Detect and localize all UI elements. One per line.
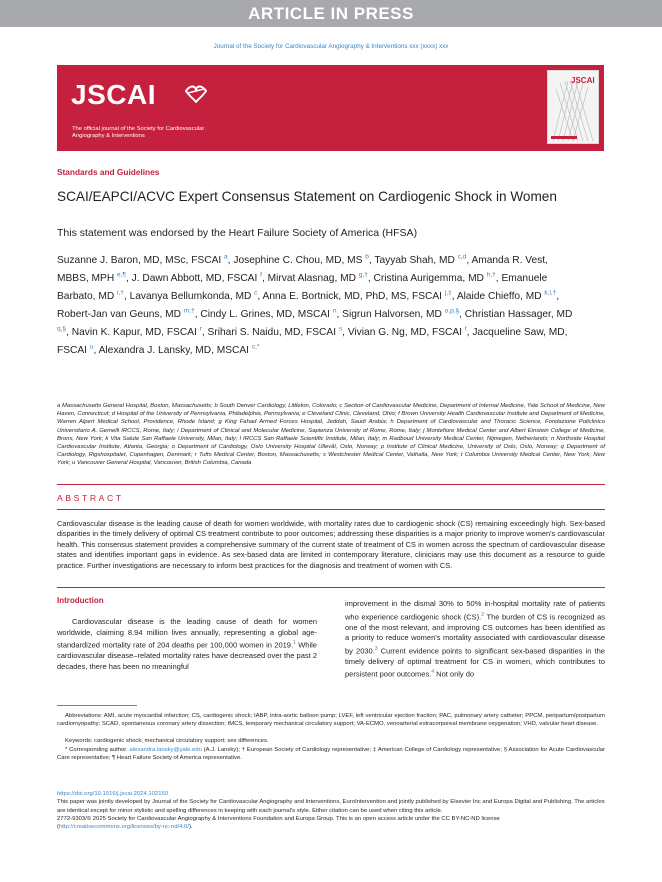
reference-link[interactable]: 3: [374, 645, 378, 652]
author-affiliation-marker[interactable]: r: [199, 325, 202, 333]
email-link[interactable]: alexandra.lansky@yale.edu: [129, 747, 202, 753]
author-list: [57, 251, 577, 358]
author-name: Navin K. Kapur, MD, FSCAI: [71, 326, 197, 338]
author-affiliation-marker[interactable]: i,†: [117, 289, 124, 297]
author-affiliation-marker[interactable]: a: [224, 254, 228, 261]
author-name: Cristina Aurigemma, MD: [373, 273, 484, 285]
cover-footer-bar: [551, 136, 577, 139]
author-affiliation-marker[interactable]: c: [254, 289, 258, 297]
author-affiliation-marker[interactable]: c,*: [251, 343, 260, 351]
corresponding-author-footnote: [57, 746, 605, 763]
author-entry: Sigrun Halvorsen, MD $^{o,p,\S}$,: [342, 307, 465, 321]
author-name: Alexandra J. Lansky, MD, MSCAI: [98, 344, 250, 356]
article-in-press-banner: ARTICLE IN PRESS: [0, 0, 662, 27]
body-column-right: [345, 599, 605, 680]
author-entry: Josephine C. Chou, MD, MS $^b$,: [233, 254, 375, 267]
author-entry: Cindy L. Grines, MD, MSCAI $^n$,: [200, 307, 343, 321]
abbreviations-footnote: Abbreviations: AMI, acute myocardial infarction; CS, cardiogenic shock; IABP, intra-aortic balloon pump; LVEF, left ventricular ejection fraction; PAC, pulmonary artery catheter; PPCM, peripartum/postpartum cardiomyopathy; SCAD, spontaneous coronary artery dissection; tMCS, temporary mechanical circulatory support; VA-ECMO, venoarterial extracorporeal membrane oxygenation; VHD, valvular heart disease.: [57, 713, 605, 728]
author-name: Jacqueline Saw, MD, FSCAI: [57, 326, 568, 356]
journal-cover-thumbnail: [547, 70, 599, 144]
author-entry: Srihari S. Naidu, MD, FSCAI $^s$,: [207, 325, 348, 338]
publication-info: [57, 790, 605, 831]
journal-header: [57, 65, 604, 151]
author-entry: Amanda R. Vest, MBBS, MPH $^{e,\P}$,: [57, 255, 548, 285]
author-affiliation-marker[interactable]: n: [332, 307, 337, 315]
journal-tagline: The official journal of the Society for Cardiovascular Angiography & Interventions: [72, 126, 205, 139]
author-entry: Emanuele Barbato, MD $^{i,\dagger}$,: [57, 273, 548, 303]
author-name: Lavanya Bellumkonda, MD: [129, 291, 252, 303]
body-text: Cardiovascular disease is the leading cause of death for women worldwide, claiming 8.94 million lives annually, representing a global age-standardized mortality rate of 204 deaths per 100,000 women in 2019.: [57, 617, 317, 650]
author-name: Robert-Jan van Geuns, MD: [57, 309, 182, 321]
author-name: Srihari S. Naidu, MD, FSCAI: [207, 326, 337, 338]
journal-citation-line[interactable]: Journal of the Society for Cardiovascular Angiography & Interventions xxx (xxxx) xxx: [213, 43, 449, 50]
heart-swoosh-icon: [184, 83, 208, 103]
abstract-heading: ABSTRACT: [57, 493, 124, 503]
author-entry: Alaide Chieffo, MD $^{k,l,\dagger}$,: [456, 289, 560, 303]
body-column-left: [57, 617, 317, 672]
author-name: Mirvat Alasnag, MD: [267, 273, 356, 285]
author-affiliation-marker[interactable]: b: [365, 254, 369, 261]
author-affiliation-marker[interactable]: o,p,§: [444, 307, 460, 315]
author-affiliation-marker[interactable]: q,§: [57, 325, 67, 333]
author-name: Suzanne J. Baron, MD, MSc, FSCAI: [57, 255, 222, 267]
author-entry: [99, 345, 260, 356]
publication-note: This paper was jointly developed by Journal of the Society for Cardiovascular Angiography and Interventions, EuroIntervention and jointly published by Elsevier Inc and Europa Digital and Publishing. The articles are identical except for minor stylistic and spelling differences in keeping with each journal's style. Either citation can be used when citing this article.: [57, 799, 605, 814]
license-line: [57, 815, 605, 832]
author-name: J. Dawn Abbott, MD, FSCAI: [131, 273, 258, 285]
journal-logo: JSCAI: [71, 79, 156, 110]
author-affiliation-marker[interactable]: c,d: [457, 254, 467, 261]
introduction-heading: Introduction: [57, 596, 104, 605]
body-text: While cardiovascular disease–related mortality rates have decreased over the past 2 decades, there has been no meaningful: [57, 640, 317, 671]
affiliations: a Massachusetts General Hospital, Boston, Massachusetts; b South Denver Cardiology, Littleton, Colorado; c Section of Cardiovascular Medicine, Department of Internal Medicine, Yale School of Medicine, New Haven, Connecticut; d Hospital of the University of Pennsylvania, Philadelphia, Pennsylvania; e Cleveland Clinic, Cleveland, Ohio; f Brown University Health Cardiovascular Institute and Department of Medicine, Warren Alpert Medical School, Providence, Rhode Island; g King Fahad Armed Forces Hospital, Jeddah, Saudi Arabia; h Department of Cardiovascular and Thoracic Science, Fondazione Policlinico Universitario A. Gemelli IRCCS, Rome, Italy; i Department of Clinical and Molecular Medicine, Sapienza University of Rome, Rome, Italy; j Montefiore Medical Center and Albert Einstein College of Medicine, Bronx, New York; k Vita Salute San Raffaele University, Milan, Italy; l IRCCS San Raffaele Scientific Institute, Milan, Italy; m Radboud University Medical Center, Nijmegen, Netherlands; n Northside Hospital Cardiovascular Institute, Atlanta, Georgia; o Department of Cardiology, Oslo University Hospital Ullevål, Oslo, Norway; p Institute of Clinical Medicine, University of Oslo, Oslo, Norway; q Department of Cardiology, Rigshospitalet, Copenhagen, Denmark; r Tufts Medical Center, Boston, Massachusetts; s Westchester Medical Center, Valhalla, New York; t Columbia University Medical Center, New York, New York; u Vancouver General Hospital, Vancouver, British Columbia, Canada: [57, 403, 605, 467]
cover-logo: JSCAI: [571, 76, 595, 85]
reference-link[interactable]: 2: [481, 611, 485, 618]
article-subtitle: This statement was endorsed by the Heart Failure Society of America (HFSA): [57, 227, 418, 239]
author-name: Christian Hassager, MD: [464, 309, 573, 321]
author-name: Josephine C. Chou, MD, MS: [233, 255, 363, 267]
corresponding-label: * Corresponding author.: [65, 747, 128, 753]
author-name: Sigrun Halvorsen, MD: [342, 309, 442, 321]
author-affiliation-marker[interactable]: m,†: [183, 307, 195, 315]
license-text: 2772-9303/© 2025 Society for Cardiovascular Angiography & Interventions Foundation and Europa Group. This is an open access article under the CC BY-NC-ND license (: [57, 815, 500, 831]
abstract-top-divider: [57, 484, 605, 485]
body-text: improvement in the dismal 30% to 50% in-hospital mortality rate of patients who experience cardiogenic shock (CS).: [345, 599, 605, 621]
author-name: Anna E. Bortnick, MD, PhD, MS, FSCAI: [262, 291, 442, 303]
author-entry: Navin K. Kapur, MD, FSCAI $^r$,: [71, 325, 208, 338]
author-name: Amanda R. Vest, MBBS, MPH: [57, 255, 548, 285]
body-text: The burden of CS is recognized as one of the most relevant, and improving CS outcomes has been identified as a priority to reduce women's mortality associated with cardiovascular disease by 2030.: [345, 612, 605, 655]
doi-link[interactable]: https://doi.org/10.1016/j.jscai.2024.102150: [57, 791, 169, 797]
author-affiliation-marker[interactable]: k,l,†: [544, 289, 557, 297]
author-affiliation-marker[interactable]: g,†: [358, 271, 368, 279]
abstract-heading-divider: [57, 509, 605, 510]
author-entry: Christian Hassager, MD $^{q,\S}$,: [57, 309, 573, 338]
author-entry: J. Dawn Abbott, MD, FSCAI $^f$,: [131, 271, 268, 285]
author-affiliation-marker[interactable]: u: [89, 343, 94, 351]
abstract-text: Cardiovascular disease is the leading cause of death for women worldwide, with mortality rates due to cardiogenic shock (CS) remaining exceedingly high. Sex-based disparities in the timely delivery of optimal CS treatment contribute to poor outcomes; addressing these disparities is a major priority to improve women's cardiovascular health. This consensus statement provides a comprehensive summary of the current state of treatment of CS in women across the spectrum of cardiovascular disease states and identifies important gaps in evidence. As sex-based data are limited in contemporary literature, clinicians may use this document as a resource to guide practice. Further investigations are necessary to inform best practices for the diagnosis and treatment of women with CS.: [57, 519, 605, 570]
author-entry: Cristina Aurigemma, MD $^{h,\dagger}$,: [373, 271, 502, 285]
article-title: SCAI/EAPCI/ACVC Expert Consensus Statement on Cardiogenic Shock in Women: [57, 189, 557, 204]
author-affiliation-marker[interactable]: s: [338, 325, 343, 333]
author-name: Alaide Chieffo, MD: [456, 291, 542, 303]
author-entry: Lavanya Bellumkonda, MD $^c$,: [129, 289, 263, 303]
author-name: Vivian G. Ng, MD, FSCAI: [347, 326, 462, 338]
keywords-footnote: Keywords: cardiogenic shock; mechanical circulatory support; sex differences.: [65, 738, 269, 744]
author-entry: Suzanne J. Baron, MD, MSc, FSCAI $^a$,: [57, 254, 234, 267]
author-name: Tayyab Shah, MD: [374, 255, 455, 267]
article-type-label: Standards and Guidelines: [57, 167, 160, 177]
author-entry: Robert-Jan van Geuns, MD $^{m,\dagger}$,: [57, 307, 201, 321]
author-entry: Tayyab Shah, MD $^{c,d}$,: [374, 254, 472, 267]
author-entry: Jacqueline Saw, MD, FSCAI $^u$,: [57, 326, 568, 356]
author-affiliation-marker[interactable]: j,‡: [444, 289, 452, 297]
reference-link[interactable]: 1: [293, 640, 296, 646]
author-entry: Anna E. Bortnick, MD, PhD, MS, FSCAI $^{j,\ddagger}$,: [262, 289, 457, 303]
author-entry: Mirvat Alasnag, MD $^{g,\dagger}$,: [267, 271, 374, 285]
corresponding-details: (A.J. Lansky); † European Society of Cardiology representative; ‡ American College of Cardiology representative; § Association for Acute Cardiovascular Care representative; ¶ Heart Failure Society of America representative.: [57, 747, 605, 762]
license-link[interactable]: http://creativecommons.org/licenses/by-nc-nd/4.0/: [58, 824, 189, 831]
reference-link[interactable]: 4: [431, 669, 435, 675]
abstract-bottom-divider: [57, 587, 605, 588]
body-text: Not only do: [434, 669, 475, 679]
author-name: Cindy L. Grines, MD, MSCAI: [200, 309, 331, 321]
author-affiliation-marker[interactable]: t: [464, 325, 467, 333]
author-affiliation-marker[interactable]: f: [260, 271, 262, 279]
body-text: Current evidence points to significant sex-based disparities in the timely delivery of optimal treatment for CS in women, which contributes to persistent poor outcomes.: [345, 646, 605, 679]
author-entry: Vivian G. Ng, MD, FSCAI $^t$,: [347, 325, 473, 338]
author-affiliation-marker[interactable]: h,†: [486, 271, 496, 279]
author-affiliation-marker[interactable]: e,¶: [117, 271, 126, 279]
footnote-divider: [57, 705, 137, 706]
license-end: ).: [188, 824, 193, 831]
author-name: Emanuele Barbato, MD: [57, 273, 548, 303]
